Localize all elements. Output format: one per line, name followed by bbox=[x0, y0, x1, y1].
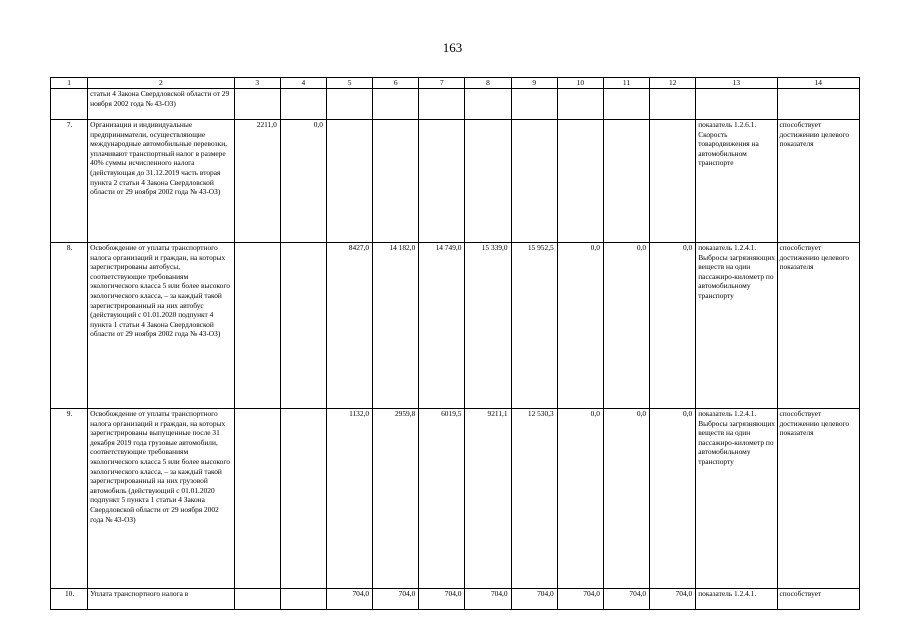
table-cell: 14 749,0 bbox=[419, 243, 465, 409]
table-cell: 7. bbox=[51, 120, 88, 243]
table-cell: 2959,8 bbox=[373, 409, 419, 589]
column-header: 6 bbox=[373, 78, 419, 89]
column-header: 12 bbox=[650, 78, 696, 89]
table-cell: 15 952,5 bbox=[511, 243, 557, 409]
table-cell bbox=[603, 89, 649, 120]
column-header: 3 bbox=[234, 78, 280, 89]
table-cell: 6019,5 bbox=[419, 409, 465, 589]
table-cell: 9211,1 bbox=[465, 409, 511, 589]
table-cell: 704,0 bbox=[603, 589, 649, 610]
table-cell bbox=[234, 89, 280, 120]
table-cell: Организации и индивидуальные предприниматели, осуществляющие международные автомобильные перевозки, уплачивают транспортный налог в размере 40% суммы исчисленного налога (действующая до 31.12.2019 часть вторая пункта 2 статьи 4 Закона Свердловской области от 29 ноября 2002 года № 43-ОЗ) bbox=[88, 120, 235, 243]
table-cell: 1132,0 bbox=[326, 409, 372, 589]
table-cell bbox=[511, 89, 557, 120]
table-cell bbox=[326, 89, 372, 120]
table-cell bbox=[557, 120, 603, 243]
table-cell bbox=[419, 89, 465, 120]
table-cell: 10. bbox=[51, 589, 88, 610]
table-cell: 704,0 bbox=[326, 589, 372, 610]
table-cell: Уплата транспортного налога в bbox=[88, 589, 235, 610]
benefits-table bbox=[50, 77, 860, 610]
table-cell bbox=[650, 89, 696, 120]
column-header: 11 bbox=[603, 78, 649, 89]
table-cell: 0,0 bbox=[557, 243, 603, 409]
table-cell: 2211,0 bbox=[234, 120, 280, 243]
table-cell: показатель 1.2.6.1. Скорость товародвижения на автомобильном транспорте bbox=[696, 120, 777, 243]
table-cell bbox=[419, 120, 465, 243]
table-cell bbox=[373, 120, 419, 243]
table-cell: способствует bbox=[777, 589, 859, 610]
table-cell: показатель 1.2.4.1. Выбросы загрязняющих веществ на один пассажиро-километр по автомобильному транспорту bbox=[696, 409, 777, 589]
table-cell: 704,0 bbox=[465, 589, 511, 610]
table-cell: Освобождение от уплаты транспортного налога организаций и граждан, на которых зарегистрированы автобусы, соответствующие требованиям экологического класса 5 или более высокого экологического класса, – за каждый такой зарегистрированный на них автобус (действующий с 01.01.2020 подпункт 4 пункта 1 статьи 4 Закона Свердловской области от 29 ноября 2002 года № 43-ОЗ) bbox=[88, 243, 235, 409]
table-cell bbox=[234, 409, 280, 589]
table-cell bbox=[234, 589, 280, 610]
table-cell bbox=[51, 89, 88, 120]
column-header: 4 bbox=[280, 78, 326, 89]
table-header-row bbox=[51, 78, 860, 89]
column-header: 14 bbox=[777, 78, 859, 89]
table-cell bbox=[280, 409, 326, 589]
column-header: 2 bbox=[88, 78, 235, 89]
table-cell: показатель 1.2.4.1. bbox=[696, 589, 777, 610]
table-cell: 14 182,0 bbox=[373, 243, 419, 409]
table-cell: 0,0 bbox=[603, 243, 649, 409]
table-cell: способствует достижению целевого показателя bbox=[777, 120, 859, 243]
table-row bbox=[51, 409, 860, 589]
table-row bbox=[51, 589, 860, 610]
table-cell: Освобождение от уплаты транспортного налога организаций и граждан, на которых зарегистрированы выпущенные после 31 декабря 2019 года грузовые автомобили, соответствующие требованиям экологического класса 5 или более высокого экологического класса, – за каждый такой зарегистрированный на них грузовой автомобиль (действующий с 01.01.2020 подпункт 5 пункта 1 статьи 4 Закона Свердловской области от 29 ноября 2002 года № 43-ОЗ) bbox=[88, 409, 235, 589]
table-cell bbox=[373, 89, 419, 120]
table-cell: 8. bbox=[51, 243, 88, 409]
table-cell: 0,0 bbox=[557, 409, 603, 589]
table-cell bbox=[696, 89, 777, 120]
table-cell: 0,0 bbox=[650, 243, 696, 409]
table-cell: 9. bbox=[51, 409, 88, 589]
table-cell bbox=[280, 243, 326, 409]
table-row bbox=[51, 243, 860, 409]
table-cell bbox=[603, 120, 649, 243]
table-cell: 12 530,3 bbox=[511, 409, 557, 589]
table-cell bbox=[326, 120, 372, 243]
table-cell bbox=[777, 89, 859, 120]
table-cell bbox=[280, 89, 326, 120]
column-header: 9 bbox=[511, 78, 557, 89]
table-cell: 704,0 bbox=[419, 589, 465, 610]
table-cell: 704,0 bbox=[511, 589, 557, 610]
table-cell bbox=[234, 243, 280, 409]
column-header: 5 bbox=[326, 78, 372, 89]
table-cell: 15 339,0 bbox=[465, 243, 511, 409]
table-cell: способствует достижению целевого показателя bbox=[777, 409, 859, 589]
table-cell: показатель 1.2.4.1. Выбросы загрязняющих веществ на один пассажиро-километр по автомобильному транспорту bbox=[696, 243, 777, 409]
table-cell: 8427,0 bbox=[326, 243, 372, 409]
table-cell: статьи 4 Закона Свердловской области от 29 ноября 2002 года № 43-ОЗ) bbox=[88, 89, 235, 120]
column-header: 7 bbox=[419, 78, 465, 89]
table-cell: способствует достижению целевого показателя bbox=[777, 243, 859, 409]
table-cell: 0,0 bbox=[603, 409, 649, 589]
table-row bbox=[51, 89, 860, 120]
column-header: 8 bbox=[465, 78, 511, 89]
table-cell bbox=[557, 89, 603, 120]
table-cell bbox=[650, 120, 696, 243]
table-cell bbox=[511, 120, 557, 243]
table-cell: 704,0 bbox=[650, 589, 696, 610]
table-cell bbox=[280, 589, 326, 610]
table-cell: 0,0 bbox=[650, 409, 696, 589]
table-cell: 0,0 bbox=[280, 120, 326, 243]
column-header: 1 bbox=[51, 78, 88, 89]
table-cell: 704,0 bbox=[373, 589, 419, 610]
table-row bbox=[51, 120, 860, 243]
column-header: 13 bbox=[696, 78, 777, 89]
column-header: 10 bbox=[557, 78, 603, 89]
table-cell bbox=[465, 120, 511, 243]
page-number: 163 bbox=[442, 40, 463, 55]
table-cell: 704,0 bbox=[557, 589, 603, 610]
table-cell bbox=[465, 89, 511, 120]
